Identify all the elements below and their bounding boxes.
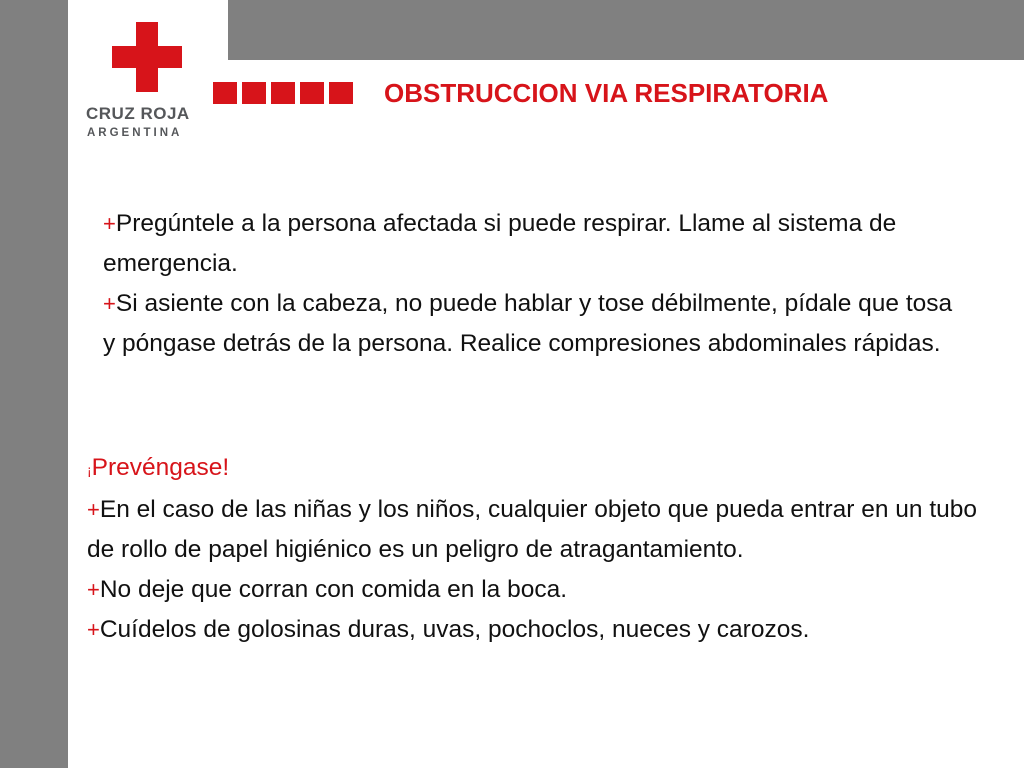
instruction-item xyxy=(103,284,963,364)
prevention-text: En el caso de las niñas y los niños, cualquier objeto que pueda entrar en un tubo de rollo de papel higiénico es un peligro de atragantamiento. xyxy=(87,496,978,563)
plus-bullet-icon: + xyxy=(103,211,116,236)
page-title: OBSTRUCCION VIA RESPIRATORIA xyxy=(384,78,829,108)
inverted-exclamation: ¡ xyxy=(87,462,92,478)
logo-name: CRUZ ROJA xyxy=(86,104,190,123)
instruction-item xyxy=(103,204,963,284)
prevention-block xyxy=(87,448,987,650)
prevention-text: No deje que corran con comida en la boca. xyxy=(99,576,568,603)
top-gray-bar xyxy=(228,0,1024,60)
cross-horizontal-arm xyxy=(112,46,182,68)
red-square-icon xyxy=(242,82,266,104)
prevention-heading-text: Prevéngase! xyxy=(91,454,230,481)
prevention-item xyxy=(87,490,987,570)
red-cross-icon xyxy=(112,22,182,92)
decorative-squares xyxy=(213,82,353,104)
plus-bullet-icon: + xyxy=(103,291,116,316)
plus-bullet-icon: + xyxy=(87,577,100,602)
cruz-roja-logo xyxy=(68,0,228,160)
red-square-icon xyxy=(271,82,295,104)
instructions-block xyxy=(103,204,963,364)
logo-country: ARGENTINA xyxy=(87,127,183,139)
red-square-icon xyxy=(329,82,353,104)
prevention-item xyxy=(87,610,987,650)
prevention-item xyxy=(87,570,987,610)
instruction-text: Pregúntele a la persona afectada si puede respirar. Llame al sistema de emergencia. xyxy=(103,210,897,277)
left-gray-bar xyxy=(0,0,68,768)
plus-bullet-icon: + xyxy=(87,617,100,642)
prevention-heading xyxy=(87,448,987,490)
prevention-text: Cuídelos de golosinas duras, uvas, pochoclos, nueces y carozos. xyxy=(99,616,810,643)
plus-bullet-icon: + xyxy=(87,497,100,522)
red-square-icon xyxy=(300,82,324,104)
instruction-text: Si asiente con la cabeza, no puede hablar y tose débilmente, pídale que tosa y póngase detrás de la persona. Realice compresiones abdominales rápidas. xyxy=(103,290,953,357)
red-square-icon xyxy=(213,82,237,104)
